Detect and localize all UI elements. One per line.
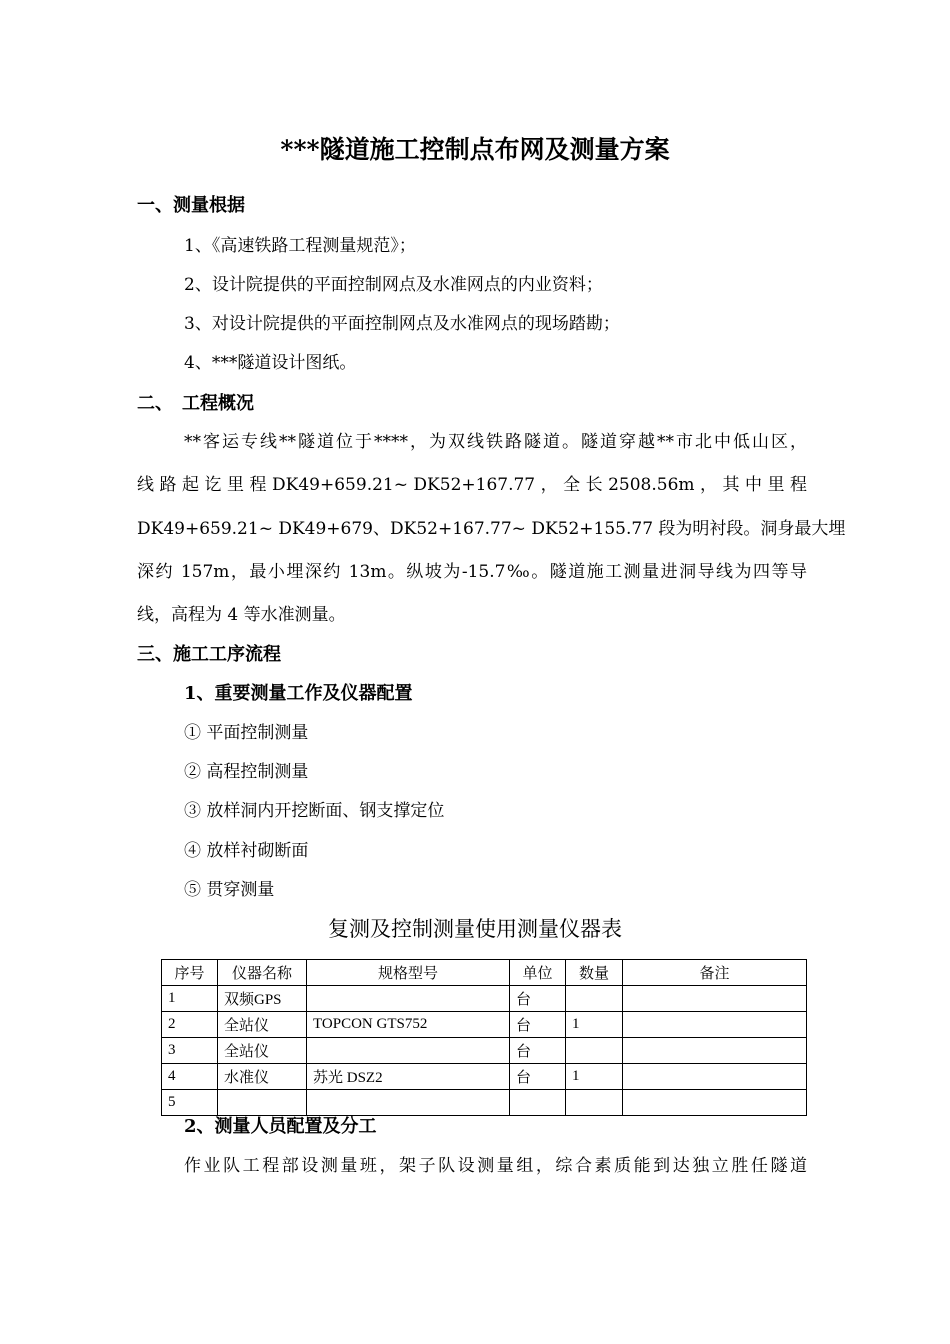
- table-cell: [307, 1090, 510, 1116]
- paragraph-line: 线，高程为 4 等水准测量。: [137, 605, 346, 625]
- column-header: 数量: [566, 960, 623, 986]
- table-cell: 1: [162, 986, 218, 1012]
- list-item: ⑤ 贯穿测量: [184, 880, 275, 900]
- table-cell: 苏光 DSZ2: [307, 1064, 510, 1090]
- table-cell: 台: [510, 1038, 566, 1064]
- table-cell: TOPCON GTS752: [307, 1012, 510, 1038]
- table-cell: [218, 1090, 307, 1116]
- list-item: 2、设计院提供的平面控制网点及水准网点的内业资料；: [184, 275, 603, 295]
- table-cell: 台: [510, 1064, 566, 1090]
- table-cell: 4: [162, 1064, 218, 1090]
- table-cell: 全站仪: [218, 1012, 307, 1038]
- paragraph-line: 线 路 起 讫 里 程 DK49+659.21~ DK52+167.77 ， 全 长 2508.56m ， 其 中 里 程: [137, 475, 807, 495]
- column-header: 仪器名称: [218, 960, 307, 986]
- table-cell: 台: [510, 1012, 566, 1038]
- list-item: ③ 放样洞内开挖断面、钢支撑定位: [184, 801, 445, 821]
- column-header: 规格型号: [307, 960, 510, 986]
- table-cell: 水准仪: [218, 1064, 307, 1090]
- table-row: [162, 1012, 807, 1038]
- paragraph-line: 作业队工程部设测量班，架子队设测量组，综合素质能到达独立胜任隧道: [184, 1156, 807, 1176]
- table-cell: 双频GPS: [218, 986, 307, 1012]
- list-item: ② 高程控制测量: [184, 762, 309, 782]
- table-cell: [623, 1090, 807, 1116]
- subsection-heading-personnel: 2、测量人员配置及分工: [184, 1116, 377, 1137]
- table-cell: [623, 1064, 807, 1090]
- subsection-heading-instruments: 1、重要测量工作及仪器配置: [184, 683, 413, 704]
- table-row: [162, 1064, 807, 1090]
- table-cell: 台: [510, 986, 566, 1012]
- table-title: 复测及控制测量使用测量仪器表: [328, 917, 622, 941]
- table-cell: [510, 1090, 566, 1116]
- table-cell: [566, 1090, 623, 1116]
- column-header: 序号: [162, 960, 218, 986]
- instrument-table: [161, 959, 807, 1116]
- table-row: [162, 986, 807, 1012]
- list-item: ④ 放样衬砌断面: [184, 841, 309, 861]
- table-cell: 2: [162, 1012, 218, 1038]
- table-header-row: [162, 960, 807, 986]
- section-heading-overview: 二、 工程概况: [137, 393, 254, 414]
- list-item: ① 平面控制测量: [184, 723, 309, 743]
- table-cell: [566, 1038, 623, 1064]
- list-item: 3、对设计院提供的平面控制网点及水准网点的现场踏勘；: [184, 314, 620, 334]
- table-cell: 1: [566, 1064, 623, 1090]
- table-cell: 3: [162, 1038, 218, 1064]
- table-cell: [307, 1038, 510, 1064]
- table-cell: [623, 986, 807, 1012]
- section-heading-basis: 一、测量根据: [137, 195, 245, 216]
- paragraph-line: **客运专线**隧道位于****，为双线铁路隧道。隧道穿越**市北中低山区，: [184, 432, 807, 452]
- column-header: 备注: [623, 960, 807, 986]
- paragraph-line: 深约 157m，最小埋深约 13m。纵坡为-15.7‰。隧道施工测量进洞导线为四等导: [137, 562, 807, 582]
- table-cell: [623, 1038, 807, 1064]
- table-cell: [307, 986, 510, 1012]
- table-cell: [566, 986, 623, 1012]
- table-cell: 1: [566, 1012, 623, 1038]
- table-cell: 5: [162, 1090, 218, 1116]
- list-item: 1、《高速铁路工程测量规范》；: [184, 236, 416, 256]
- table-row: [162, 1038, 807, 1064]
- table-cell: 全站仪: [218, 1038, 307, 1064]
- section-heading-process: 三、施工工序流程: [137, 644, 281, 665]
- column-header: 单位: [510, 960, 566, 986]
- table-cell: [623, 1012, 807, 1038]
- table-row: [162, 1090, 807, 1116]
- paragraph-line: DK49+659.21~ DK49+679、DK52+167.77~ DK52+155.77 段为明衬段。洞身最大埋: [137, 519, 846, 539]
- document-title: ***隧道施工控制点布网及测量方案: [280, 135, 670, 164]
- list-item: 4、***隧道设计图纸。: [184, 353, 357, 373]
